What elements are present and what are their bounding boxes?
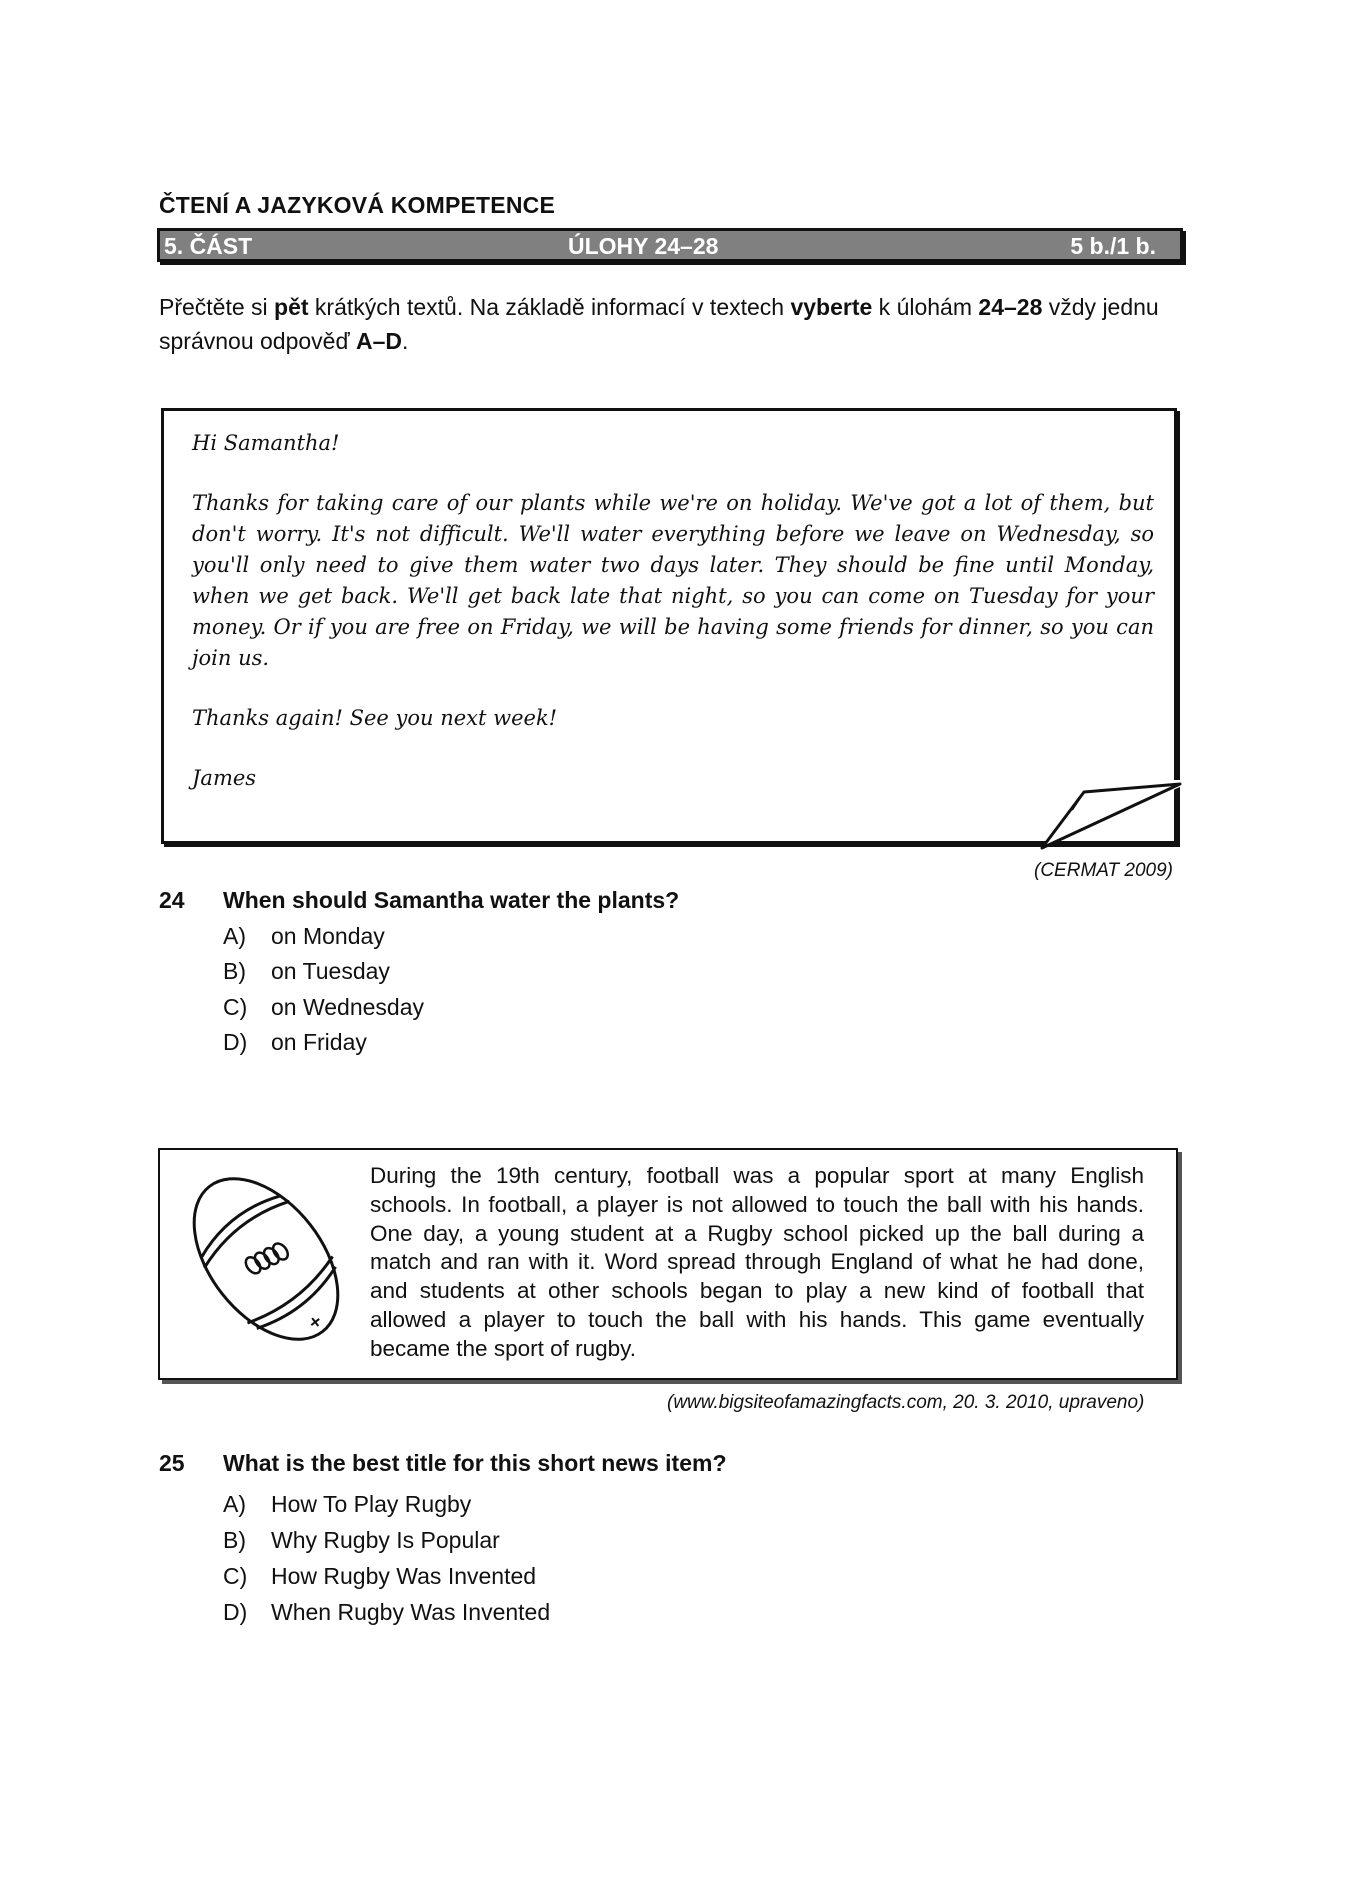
note-closing: Thanks again! See you next week! xyxy=(192,706,558,730)
note-greeting: Hi Samantha! xyxy=(192,431,340,455)
question-25-option-b[interactable]: B) Why Rugby Is Popular xyxy=(223,1527,500,1553)
instructions: Přečtěte si pět krátkých textů. Na základě informací v textech vyberte k úlohám 24–28 vždy jednu správnou odpověď A–D. xyxy=(159,294,1159,354)
tasks-label: ÚLOHY 24–28 xyxy=(568,233,719,259)
part-header-bar xyxy=(157,228,1183,262)
note-body: Thanks for taking care of our plants while we're on holiday. We've got a lot of them, but don't worry. It's not difficult. We'll water everything before we leave on Wednesday, so you'll only need to give them water two days later. They should be fine until Monday, when we get back. We'll get back late that night, so you can come on Tuesday for your money. Or if you are free on Friday, we will be having some friends for dinner, so you can join us. xyxy=(192,491,1154,670)
section-title: ČTENÍ A JAZYKOVÁ KOMPETENCE xyxy=(159,192,556,218)
question-24-option-d[interactable]: D) on Friday xyxy=(223,1029,367,1055)
question-24-option-b[interactable]: B) on Tuesday xyxy=(223,958,390,984)
question-25-option-a[interactable]: A) How To Play Rugby xyxy=(223,1491,472,1517)
part-label: 5. ČÁST xyxy=(164,233,253,259)
note-text xyxy=(192,428,1154,823)
question-25-number: 25 xyxy=(159,1450,185,1476)
rugby-ball-icon xyxy=(182,1160,350,1358)
question-25-text: What is the best title for this short news item? xyxy=(223,1450,727,1476)
rugby-source: (www.bigsiteofamazingfacts.com, 20. 3. 2010, upraveno) xyxy=(667,1392,1145,1413)
rugby-article-text: During the 19th century, football was a popular sport at many English schools. In football, a player is not allowed to touch the ball with his hands. One day, a young student at a Rugby school picked up the ball during a match and ran with it. Word spread through England of what he had done, and students at other schools began to play a new kind of football that allowed a player to touch the ball with his hands. This game eventually became the sport of rugby. xyxy=(370,1163,1144,1361)
question-25-option-c[interactable]: C) How Rugby Was Invented xyxy=(223,1563,537,1589)
question-24-number: 24 xyxy=(159,887,185,913)
question-24-text: When should Samantha water the plants? xyxy=(223,887,680,913)
points-label: 5 b./1 b. xyxy=(1070,233,1156,259)
note-signature: James xyxy=(192,766,257,790)
question-24-option-a[interactable]: A) on Monday xyxy=(223,923,385,949)
question-24-option-c[interactable]: C) on Wednesday xyxy=(223,994,425,1020)
question-25-option-d[interactable]: D) When Rugby Was Invented xyxy=(223,1599,551,1625)
note-source: (CERMAT 2009) xyxy=(1034,860,1174,881)
